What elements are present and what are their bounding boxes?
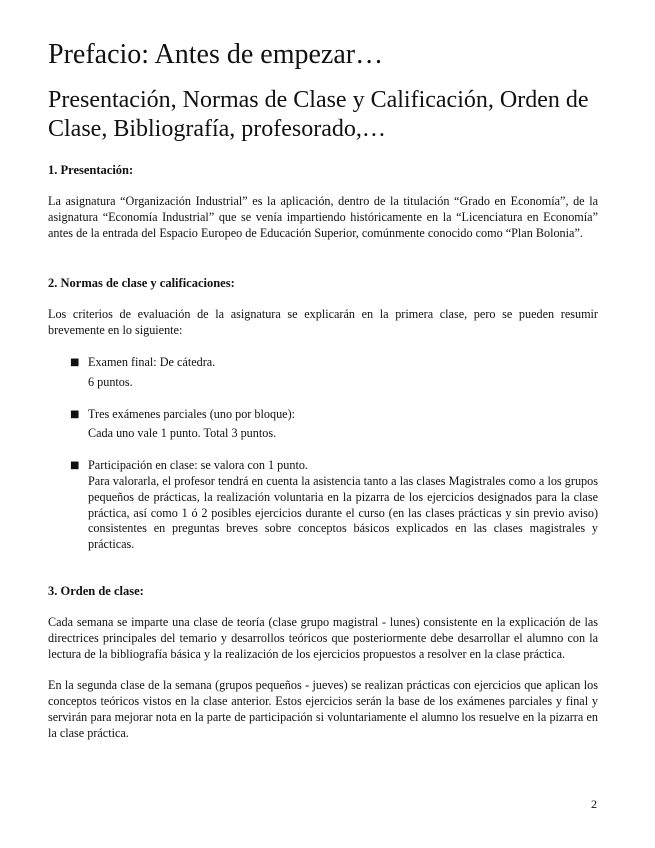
section-paragraph: La asignatura “Organización Industrial” es la aplicación, dentro de la titulación “Grado en Economía”, de la asignatura “Economía Industrial” que se venía impartiendo históricamente en la “Licenciatura en Economía” antes de la entrada del Espacio Europeo de Educación Superior, comúnmente conocido como “Plan Bolonia”. [48,194,598,240]
page-number: 2 [591,797,597,811]
section-orden [48,583,598,742]
section-paragraph: Los criterios de evaluación de la asignatura se explicarán en la primera clase, pero se pueden resumir brevemente en lo siguiente: [48,307,598,338]
criteria-list [48,355,598,553]
criterion-label: Tres exámenes parciales (uno por bloque): [88,406,296,421]
section-heading: 2. Normas de clase y calificaciones: [48,276,235,291]
page-subtitle: Presentación, Normas de Clase y Calificación, Orden de Clase, Bibliografía, profesorado,… [48,87,589,142]
document-page [48,38,598,742]
criterion-detail: 6 puntos. [88,374,133,389]
criterion-detail: Cada uno vale 1 punto. Total 3 puntos. [88,426,277,441]
bullet-icon: ■ [70,356,80,368]
bullet-icon: ■ [70,408,80,420]
bullet-icon: ■ [70,460,80,472]
list-item [70,458,598,553]
list-item [70,407,598,443]
section-normas [48,275,598,553]
criterion-detail: Para valorarla, el profesor tendrá en cuenta la asistencia tanto a las clases Magistrales como a los grupos pequeños de prácticas, la realización voluntaria en la pizarra de los ejercicios designados para la clase práctica, así como 1 ó 2 posibles ejercicios durante el curso (en las clases prácticas y sin previo aviso) consistentes en preguntas breves sobre conceptos básicos explicados en las clases magistrales y prácticas. [88,473,598,552]
page-title: Prefacio: Antes de empezar… [48,39,384,70]
section-paragraph: Cada semana se imparte una clase de teoría (clase grupo magistral - lunes) consistente en la explicación de las directrices principales del temario y desarrollos teóricos que posteriormente debe desarrollar el alumno con la lectura de la bibliografía básica y la realización de los ejercicios propuestos a resolver en la clase práctica. [48,614,598,661]
section-presentacion [48,162,598,241]
section-paragraph: En la segunda clase de la semana (grupos pequeños - jueves) se realizan prácticas con ejercicios que aplican los conceptos teóricos vistos en la clase anterior. Estos ejercicios serán la base de los exámenes parciales y final y servirán para mejorar nota en la parte de participación si voluntariamente el alumno los resuelve en la pizarra en la clase práctica. [48,678,598,740]
criterion-label: Examen final: De cátedra. [88,354,216,369]
section-heading: 3. Orden de clase: [48,583,144,598]
criterion-label: Participación en clase: se valora con 1 punto. [88,458,308,473]
list-item [70,355,598,391]
section-heading: 1. Presentación: [48,163,134,177]
